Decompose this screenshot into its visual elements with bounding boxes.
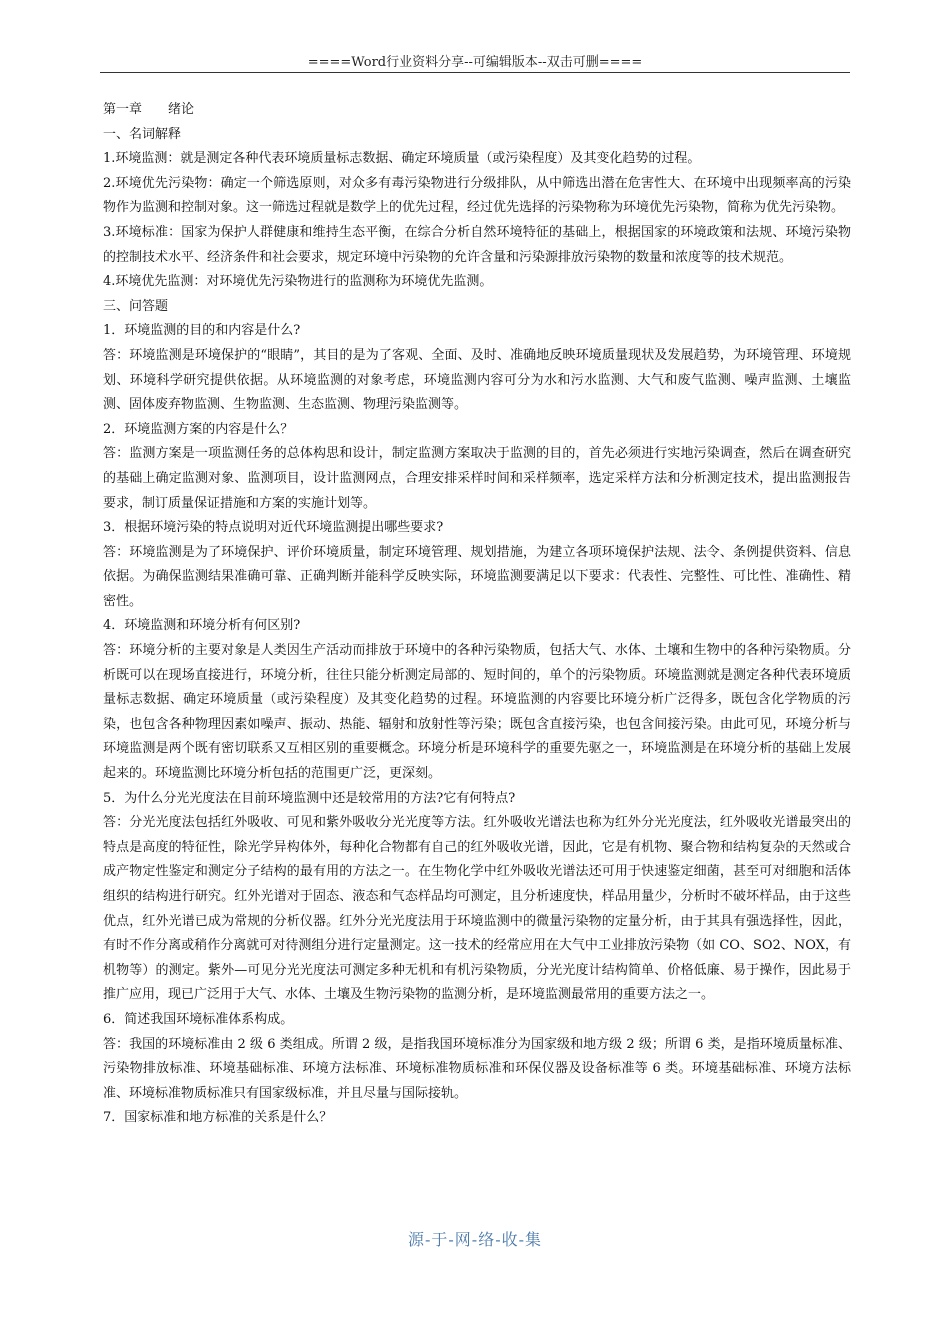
term-definition: 2.环境优先污染物：确定一个筛选原则，对众多有毒污染物进行分级排队，从中筛选出潜在危害性大、在环境中出现频率高的污染物作为监测和控制对象。这一筛选过程就是数学上的优先过程，经过优先选择的污染物称为环境优先污染物，简称为优先污染物。 (103, 175, 851, 216)
question: 4．环境监测和环境分析有何区别? (103, 618, 301, 634)
document-body (103, 98, 851, 1131)
term-definition: 3.环境标准：国家为保护人群健康和维持生态平衡，在综合分析自然环境特征的基础上，根据国家的环境政策和法规、环境污染物的控制技术水平、经济条件和社会要求，规定环境中污染物的允许含量和污染源排放污染物的数量和浓度等的技术规范。 (103, 224, 851, 265)
question: 2．环境监测方案的内容是什么？ (103, 421, 294, 437)
answer: 答：我国的环境标准由 2 级 6 类组成。所谓 2 级，是指我国环境标准分为国家级和地方级 2 级；所谓 6 类，是指环境质量标准、污染物排放标准、环境基础标准、环境方法标准、环境标准物质标准和环保仪器及设备标准等 6 类。环境基础标准、环境方法标准、环境标准物质标准只有国家级标准，并且尽量与国际接轨。 (103, 1036, 851, 1101)
chapter-heading (103, 98, 851, 123)
question: 1．环境监测的目的和内容是什么? (103, 323, 301, 339)
answer: 答：环境监测是环境保护的“眼睛”，其目的是为了客观、全面、及时、准确地反映环境质量现状及发展趋势，为环境管理、环境规划、环境科学研究提供依据。从环境监测的对象考虑，环境监测内容可分为水和污水监测、大气和废气监测、噪声监测、土壤监测、固体废弃物监测、生物监测、生态监测、物理污染监测等。 (103, 347, 851, 413)
question: 5．为什么分光光度法在目前环境监测中还是较常用的方法?它有何特点? (103, 790, 516, 806)
term-definition: 1.环境监测：就是测定各种代表环境质量标志数据、确定环境质量（或污染程度）及其变化趋势的过程。 (103, 151, 701, 167)
chapter-title: 绪论 (168, 102, 195, 117)
page-header: ====Word行业资料分享--可编辑版本--双击可删==== (307, 55, 643, 70)
answer: 答：分光光度法包括红外吸收、可见和紫外吸收分光光度等方法。红外吸收光谱法也称为红外分光光度法，红外吸收光谱最突出的特点是高度的特征性，除光学异构体外，每种化合物都有自己的红外吸收光谱，因此，它是有机物、聚合物和结构复杂的天然或合成产物定性鉴定和测定分子结构的最有用的方法之一。在生物化学中红外吸收光谱法还可用于快速鉴定细菌，甚至可对细胞和活体组织的结构进行研究。红外光谱对于固态、液态和气态样品均可测定，且分析速度快，样品用量少，分析时不破坏样品，由于这些优点，红外光谱已成为常规的分析仪器。红外分光光度法用于环境监测中的微量污染物的定量分析，由于其具有强选择性，因此，有时不作分离或稍作分离就可对待测组分进行定量测定。这一技术的经常应用在大气中工业排放污染物（如 CO、SO2、NOX，有机物等）的测定。紫外—可见分光光度法可测定多种无机和有机污染物质，分光光度计结构简单、价格低廉、易于操作，因此易于推广应用，现已广泛用于大气、水体、土壤及生物污染物的监测分析，是环境监测最常用的重要方法之一。 (103, 815, 851, 1003)
question: 6．简述我国环境标准体系构成。 (103, 1011, 294, 1027)
answer: 答：环境分析的主要对象是人类因生产活动而排放于环境中的各种污染物质，包括大气、水体、土壤和生物中的各种污染物质。分析既可以在现场直接进行，环境分析，往往只能分析测定局部的、短时间的，单个的污染物质。环境监测就是测定各种代表环境质量标志数据、确定环境质量（或污染程度）及其变化趋势的过程。环境监测的内容要比环境分析广泛得多，既包含化学物质的污染，也包含各种物理因素如噪声、振动、热能、辐射和放射性等污染；既包含直接污染，也包含间接污染。由此可见，环境分析与环境监测是两个既有密切联系又互相区别的重要概念。环境分析是环境科学的重要先驱之一，环境监测是在环境分析的基础上发展起来的。环境监测比环境分析包括的范围更广泛，更深刻。 (103, 643, 851, 782)
chapter-label: 第一章 (103, 102, 143, 117)
section-heading-qa: 三、问答题 (103, 298, 169, 314)
page-footer: 源-于-网-络-收-集 (407, 1230, 543, 1249)
header-rule (100, 72, 850, 73)
question: 3．根据环境污染的特点说明对近代环境监测提出哪些要求? (103, 520, 444, 536)
term-definition: 4.环境优先监测：对环境优先污染物进行的监测称为环境优先监测。 (103, 274, 493, 290)
question: 7．国家标准和地方标准的关系是什么？ (103, 1110, 333, 1126)
section-heading-terms: 一、名词解释 (103, 126, 182, 142)
answer: 答：监测方案是一项监测任务的总体构思和设计，制定监测方案取决于监测的目的，首先必须进行实地污染调查，然后在调查研究的基础上确定监测对象、监测项目，设计监测网点，合理安排采样时间和采样频率，选定采样方法和分析测定技术，提出监测报告要求，制订质量保证措施和方案的实施计划等。 (103, 446, 851, 511)
answer: 答：环境监测是为了环境保护、评价环境质量，制定环境管理、规划措施，为建立各项环境保护法规、法令、条例提供资料、信息依据。为确保监测结果准确可靠、正确判断并能科学反映实际，环境监测要满足以下要求：代表性、完整性、可比性、准确性、精密性。 (103, 544, 851, 609)
